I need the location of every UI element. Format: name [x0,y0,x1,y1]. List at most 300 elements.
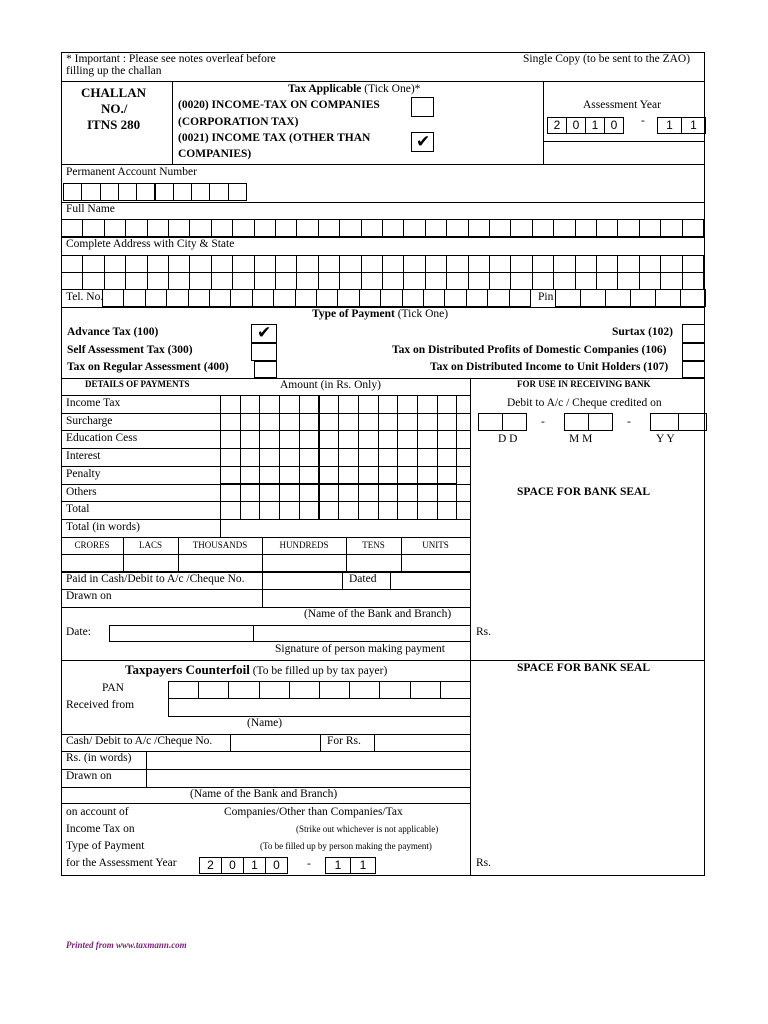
amount-cell[interactable] [319,395,340,414]
bank-rs-1: Rs. [476,626,492,638]
amount-cell[interactable] [358,413,379,432]
address-cell[interactable] [446,255,468,273]
cf-ay-digit-cell[interactable]: 0 [265,857,288,874]
amount-cell[interactable] [397,501,418,520]
name-cell[interactable] [296,219,318,237]
amount-cell[interactable] [259,430,280,449]
amount-cell[interactable] [358,395,379,414]
name-cell[interactable] [553,219,575,237]
address-cell[interactable] [425,255,447,273]
address-cell[interactable] [682,255,704,273]
tel-cell[interactable] [423,289,445,307]
amount-cell[interactable] [417,484,438,503]
cheque-no-input[interactable] [262,572,343,590]
name-cell[interactable] [104,219,126,237]
tel-cell[interactable] [316,289,338,307]
signature-label: Signature of person making payment [275,643,445,655]
name-cell[interactable] [254,219,276,237]
denomination-label: TENS [362,539,385,550]
name-cell[interactable] [318,219,340,237]
cf-for-rs: For Rs. [327,735,361,747]
important-note: * Important : Please see notes overleaf before [66,53,276,65]
tel-cell[interactable] [123,289,145,307]
address-cell[interactable] [639,272,661,290]
pan-cell[interactable] [209,183,228,201]
denomination-input[interactable] [123,554,179,572]
address-cell[interactable] [682,272,704,290]
amount-cell[interactable] [358,430,379,449]
cf-pan-cell[interactable] [259,681,290,699]
address-cell[interactable] [596,255,618,273]
ay-digit-cell[interactable]: 0 [604,117,624,134]
pin-cell[interactable] [680,289,706,307]
amount-cell[interactable] [378,395,399,414]
ay-digit-cell[interactable]: 2 [547,117,567,134]
cf-pan-cell[interactable] [289,681,320,699]
address-cell[interactable] [104,272,126,290]
ay-digit-cell[interactable]: 0 [566,117,586,134]
name-cell[interactable] [125,219,147,237]
address-cell[interactable] [318,255,340,273]
amount-cell[interactable] [437,484,458,503]
address-cell[interactable] [211,272,233,290]
cf-pan-cell[interactable] [198,681,229,699]
cf-pan-cell[interactable] [379,681,410,699]
amount-cell[interactable] [279,448,300,467]
name-cell[interactable] [660,219,682,237]
amount-cell[interactable] [358,501,379,520]
tel-cell[interactable] [230,289,252,307]
amount-cell[interactable] [437,448,458,467]
cf-ay-digit-cell[interactable]: 1 [243,857,266,874]
address-cell[interactable] [232,255,254,273]
amount-cell[interactable] [220,395,241,414]
cf-ay-digit-cell[interactable]: 1 [350,857,376,874]
amount-cell[interactable] [259,466,280,485]
tel-cell[interactable] [509,289,531,307]
cf-received-label: Received from [66,699,135,711]
denomination-input[interactable] [61,554,124,572]
name-cell[interactable] [211,219,233,237]
tel-cell[interactable] [402,289,424,307]
tel-cell[interactable] [209,289,231,307]
cf-received-input[interactable] [168,698,471,717]
amount-cell[interactable] [338,501,359,520]
cf-strike-out: (Strike out whichever is not applicable) [296,824,439,834]
address-cell[interactable] [575,272,597,290]
amount-cell[interactable] [417,430,438,449]
address-cell[interactable] [275,272,297,290]
amount-cell[interactable] [319,501,340,520]
amount-cell[interactable] [240,448,261,467]
payment-row-label: Others [66,485,97,498]
address-cell[interactable] [147,255,169,273]
address-cell[interactable] [403,272,425,290]
cf-pan-cell[interactable] [168,681,199,699]
counterfoil-title: Taxpayers Counterfoil (To be filled up by tax payer) [125,662,388,677]
amount-cell[interactable] [397,413,418,432]
bank-date-cell[interactable] [564,413,589,431]
full-name-label: Full Name [66,203,115,215]
amount-cell[interactable] [240,501,261,520]
address-cell[interactable] [61,255,83,273]
address-cell[interactable] [468,255,490,273]
amount-cell[interactable] [378,413,399,432]
address-cell[interactable] [532,255,554,273]
cf-pan-label: PAN [102,682,124,694]
cf-pan-cell[interactable] [410,681,441,699]
address-cell[interactable] [61,272,83,290]
pin-cell[interactable] [605,289,631,307]
pan-cell[interactable] [136,183,155,201]
address-cell[interactable] [232,272,254,290]
bank-date-cell[interactable] [678,413,707,431]
checkbox-0021[interactable] [411,132,434,152]
pin-cell[interactable] [580,289,606,307]
amount-cell[interactable] [378,501,399,520]
checkbox-advance-tax[interactable] [251,324,277,343]
name-cell[interactable] [617,219,639,237]
payment-row-label: Penalty [66,467,101,480]
regular-assessment-label: Tax on Regular Assessment (400) [67,361,229,373]
name-cell[interactable] [168,219,190,237]
pan-cell[interactable] [155,183,174,201]
cf-filled-by: (To be filled up by person making the payment) [260,841,432,851]
amount-cell[interactable] [397,430,418,449]
address-cell[interactable] [489,255,511,273]
amount-cell[interactable] [319,430,340,449]
name-cell[interactable] [532,219,554,237]
cf-income-tax-on: Income Tax on [66,823,135,835]
tel-cell[interactable] [380,289,402,307]
checkbox-0020[interactable] [411,97,434,117]
amount-cell[interactable] [259,501,280,520]
cf-cash-label: Cash/ Debit to A/c /Cheque No. [66,735,213,747]
checkbox-distributed-income[interactable] [682,361,705,378]
cf-pan-cell[interactable] [349,681,380,699]
address-cell[interactable] [596,272,618,290]
amount-cell[interactable] [319,413,340,432]
tel-cell[interactable] [252,289,274,307]
amount-cell[interactable] [397,448,418,467]
name-cell[interactable] [189,219,211,237]
name-cell[interactable] [147,219,169,237]
pin-cell[interactable] [655,289,681,307]
amount-cell[interactable] [259,395,280,414]
tel-cell[interactable] [188,289,210,307]
challan-title: CHALLAN [81,85,147,100]
cf-pan-cell[interactable] [319,681,350,699]
amount-cell[interactable] [319,484,340,503]
amount-cell[interactable] [279,466,300,485]
tel-cell[interactable] [487,289,509,307]
tel-cell[interactable] [359,289,381,307]
amount-cell[interactable] [378,448,399,467]
amount-cell[interactable] [358,448,379,467]
checkbox-surtax[interactable] [682,324,705,343]
address-cell[interactable] [639,255,661,273]
amount-cell[interactable] [259,484,280,503]
denomination-input[interactable] [178,554,263,572]
amount-cell[interactable] [299,484,320,503]
amount-cell[interactable] [417,501,438,520]
check-icon: ✔ [257,323,272,343]
name-cell[interactable] [489,219,511,237]
tel-cell[interactable] [102,289,124,307]
name-cell[interactable] [61,219,83,237]
cf-ay-digit-cell[interactable]: 0 [221,857,244,874]
amount-cell[interactable] [299,448,320,467]
amount-cell[interactable] [319,466,340,485]
amount-cell[interactable] [240,484,261,503]
address-cell[interactable] [446,272,468,290]
amount-cell[interactable] [437,501,458,520]
amount-cell[interactable] [378,466,399,485]
amount-cell[interactable] [437,395,458,414]
amount-cell[interactable] [299,413,320,432]
amount-cell[interactable] [338,448,359,467]
address-cell[interactable] [147,272,169,290]
amount-cell[interactable] [338,484,359,503]
amount-cell[interactable] [240,430,261,449]
address-cell[interactable] [104,255,126,273]
address-cell[interactable] [510,272,532,290]
amount-cell[interactable] [279,395,300,414]
tax-option-0020: (0020) INCOME-TAX ON COMPANIES [178,99,380,111]
payment-row-label: Education Cess [66,432,138,445]
bank-heading: FOR USE IN RECEIVING BANK [517,379,651,389]
bank-date-cell[interactable] [650,413,679,431]
tel-label: Tel. No. [66,291,104,303]
name-cell[interactable] [403,219,425,237]
amount-cell[interactable] [358,466,379,485]
pan-cell[interactable] [228,183,247,201]
name-cell[interactable] [682,219,704,237]
amount-cell[interactable] [417,466,438,485]
amount-cell[interactable] [378,430,399,449]
address-cell[interactable] [575,255,597,273]
amount-cell[interactable] [358,484,379,503]
address-cell[interactable] [254,255,276,273]
tel-cell[interactable] [166,289,188,307]
assessment-year-label: Assessment Year [583,99,661,111]
tax-applicable-title: Tax Applicable (Tick One)* [288,83,421,95]
name-cell[interactable] [361,219,383,237]
pan-cell[interactable] [81,183,100,201]
address-cell[interactable] [382,255,404,273]
pan-cell[interactable] [191,183,210,201]
denomination-label: UNITS [422,539,449,550]
address-cell[interactable] [318,272,340,290]
address-cell[interactable] [532,272,554,290]
address-cell[interactable] [425,272,447,290]
amount-cell[interactable] [279,501,300,520]
amount-cell[interactable] [220,448,241,467]
denomination-input[interactable] [346,554,402,572]
checkbox-distributed-profits[interactable] [682,343,705,361]
cf-name-label: (Name) [247,717,283,729]
amount-cell[interactable] [397,484,418,503]
address-cell[interactable] [168,255,190,273]
tel-cell[interactable] [145,289,167,307]
checkbox-regular-assessment[interactable] [254,361,277,378]
amount-cell[interactable] [437,466,458,485]
name-cell[interactable] [275,219,297,237]
paid-label: Paid in Cash/Debit to A/c /Cheque No. [66,573,245,585]
cf-ay-digit-cell[interactable]: 2 [199,857,222,874]
amount-cell[interactable] [240,395,261,414]
name-cell[interactable] [575,219,597,237]
address-cell[interactable] [189,272,211,290]
address-cell[interactable] [125,255,147,273]
checkbox-self-assessment[interactable] [251,343,277,361]
amount-cell[interactable] [437,430,458,449]
amount-cell[interactable] [279,413,300,432]
amount-cell[interactable] [279,430,300,449]
address-cell[interactable] [403,255,425,273]
amount-cell[interactable] [299,501,320,520]
pan-cell[interactable] [118,183,137,201]
name-cell[interactable] [510,219,532,237]
amount-cell[interactable] [437,413,458,432]
assessment-year-dash: - [641,115,645,127]
pan-cell[interactable] [63,183,82,201]
address-cell[interactable] [553,272,575,290]
ay-digit-cell[interactable]: 1 [585,117,605,134]
name-cell[interactable] [82,219,104,237]
pan-cell[interactable] [173,183,192,201]
tel-cell[interactable] [273,289,295,307]
address-cell[interactable] [660,272,682,290]
amount-cell[interactable] [338,413,359,432]
amount-heading: Amount (in Rs. Only) [280,379,381,391]
name-cell[interactable] [639,219,661,237]
tel-cell[interactable] [466,289,488,307]
amount-cell[interactable] [338,395,359,414]
self-assessment-label: Self Assessment Tax (300) [67,344,193,356]
cf-pan-cell[interactable] [440,681,471,699]
bank-rs-2: Rs. [476,857,492,869]
address-cell[interactable] [361,272,383,290]
address-cell[interactable] [339,255,361,273]
address-cell[interactable] [489,272,511,290]
amount-cell[interactable] [299,430,320,449]
payment-row-label: Income Tax [66,397,121,409]
pin-cell[interactable] [630,289,656,307]
payment-row-label: Total [66,503,90,516]
amount-cell[interactable] [319,448,340,467]
address-cell[interactable] [382,272,404,290]
single-copy-note: Single Copy (to be sent to the ZAO) [523,53,691,65]
address-cell[interactable] [510,255,532,273]
distributed-income-label: Tax on Distributed Income to Unit Holders (107) [430,361,669,373]
name-cell[interactable] [468,219,490,237]
pin-cell[interactable] [555,289,581,307]
address-cell[interactable] [617,272,639,290]
address-cell[interactable] [553,255,575,273]
bank-dd: D D [498,433,518,445]
address-cell[interactable] [660,255,682,273]
address-cell[interactable] [254,272,276,290]
name-cell[interactable] [425,219,447,237]
address-cell[interactable] [168,272,190,290]
amount-cell[interactable] [259,413,280,432]
address-cell[interactable] [296,255,318,273]
address-cell[interactable] [339,272,361,290]
name-cell[interactable] [339,219,361,237]
ay-digit-cell[interactable]: 1 [681,117,706,134]
tel-cell[interactable] [337,289,359,307]
tel-cell[interactable] [444,289,466,307]
amount-cell[interactable] [220,466,241,485]
address-cell[interactable] [189,255,211,273]
amount-cell[interactable] [397,466,418,485]
amount-cell[interactable] [220,501,241,520]
address-cell[interactable] [361,255,383,273]
amount-cell[interactable] [417,448,438,467]
address-cell[interactable] [211,255,233,273]
amount-cell[interactable] [417,413,438,432]
cf-type-of-payment: Type of Payment [66,840,145,852]
denomination-label: CRORES [74,539,110,550]
amount-cell[interactable] [240,466,261,485]
signature-input[interactable] [253,625,471,642]
amount-cell[interactable] [338,430,359,449]
amount-cell[interactable] [279,484,300,503]
dated-input[interactable] [390,572,471,590]
cf-on-account: on account of [66,806,129,818]
ay-digit-cell[interactable]: 1 [657,117,682,134]
address-cell[interactable] [617,255,639,273]
amount-cell[interactable] [220,484,241,503]
name-cell[interactable] [596,219,618,237]
name-cell[interactable] [382,219,404,237]
address-cell[interactable] [275,255,297,273]
cf-ay-digit-cell[interactable]: 1 [325,857,351,874]
dated-label: Dated [349,573,377,585]
amount-cell[interactable] [220,413,241,432]
denomination-input[interactable] [401,554,471,572]
amount-cell[interactable] [299,395,320,414]
address-cell[interactable] [125,272,147,290]
amount-cell[interactable] [259,448,280,467]
amount-cell[interactable] [417,395,438,414]
bank-date-cell[interactable] [478,413,503,431]
denomination-input[interactable] [262,554,347,572]
amount-cell[interactable] [299,466,320,485]
address-cell[interactable] [296,272,318,290]
bank-date-cell[interactable] [502,413,527,431]
cf-pan-cell[interactable] [228,681,259,699]
date-input[interactable] [109,625,254,642]
pan-cell[interactable] [100,183,119,201]
bank-seal-1: SPACE FOR BANK SEAL [517,486,651,498]
tel-cell[interactable] [295,289,317,307]
debit-label: Debit to A/c / Cheque credited on [507,397,662,409]
address-cell[interactable] [468,272,490,290]
amount-cell[interactable] [240,413,261,432]
amount-cell[interactable] [220,430,241,449]
name-cell[interactable] [446,219,468,237]
name-cell[interactable] [232,219,254,237]
address-cell[interactable] [82,255,104,273]
address-cell[interactable] [82,272,104,290]
bank-date-cell[interactable] [588,413,613,431]
amount-cell[interactable] [397,395,418,414]
amount-cell[interactable] [338,466,359,485]
amount-cell[interactable] [378,484,399,503]
challan-no: NO./ [101,101,128,116]
